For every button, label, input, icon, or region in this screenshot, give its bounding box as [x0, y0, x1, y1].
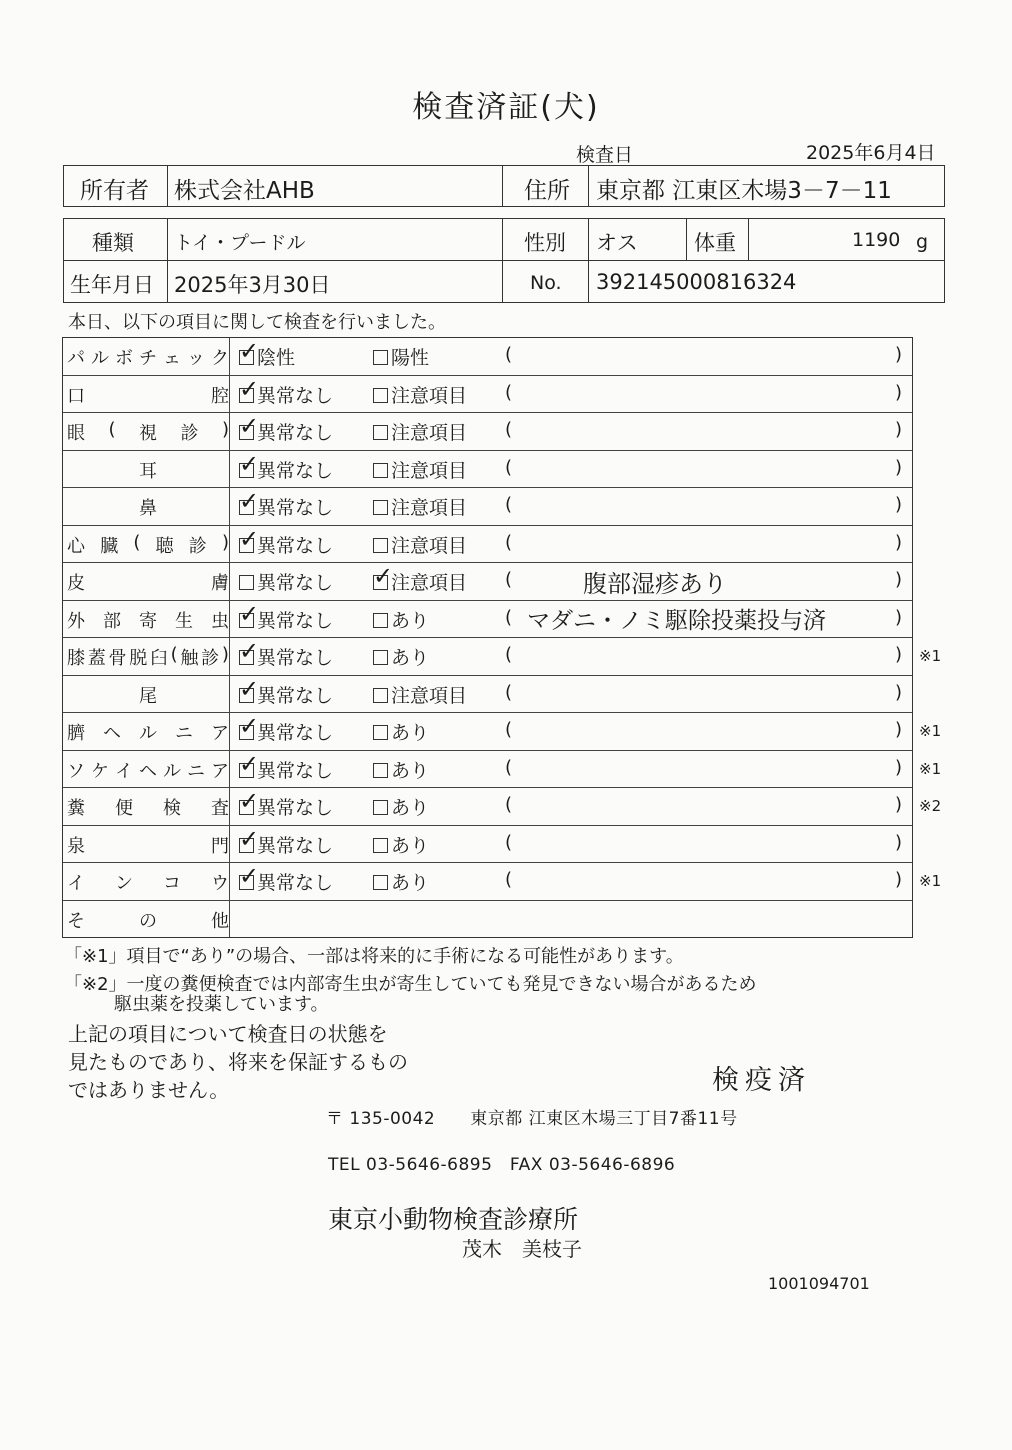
checkbox-option-1[interactable]: [239, 824, 334, 858]
disclaimer: [68, 1020, 408, 1104]
registration-number: 392145000816324: [596, 270, 797, 294]
checkbox-icon[interactable]: [373, 688, 388, 703]
checkbox-option-1[interactable]: [239, 599, 334, 633]
checkbox-option-label: 注意項目: [391, 459, 468, 482]
check-mark-icon: ✓: [239, 749, 260, 778]
checkbox-option-2[interactable]: [373, 418, 467, 445]
check-mark-icon: ✓: [239, 524, 260, 553]
paren-open: (: [505, 756, 513, 778]
checkbox-option-label: 異常なし: [257, 872, 334, 894]
paren-close: ): [895, 644, 903, 665]
checklist-row-label: ソ ケ イ ヘ ル ニ ア: [67, 760, 229, 782]
check-mark-icon: ✓: [239, 637, 260, 665]
paren-open: (: [505, 456, 513, 478]
checklist-row: [63, 601, 912, 639]
owner-label: 所有者: [80, 178, 149, 204]
checkbox-icon[interactable]: [373, 650, 388, 665]
checklist-row: [63, 901, 912, 939]
checkbox-icon[interactable]: [373, 538, 388, 553]
checkbox-option-label: あり: [391, 797, 430, 819]
no-label: No.: [530, 272, 562, 294]
footnote-1: 「※1」項目で“あり”の場合、一部は将来的に手術になる可能性があります。: [64, 946, 684, 967]
check-mark-icon: ✓: [239, 824, 260, 853]
owner-box: [63, 165, 945, 207]
checkbox-option-label: 異常なし: [257, 459, 334, 482]
checkbox-option-2[interactable]: [373, 793, 429, 820]
checklist-row: [63, 676, 912, 714]
check-mark-icon: ✓: [239, 337, 260, 365]
checklist-row: [63, 451, 912, 489]
checkbox-option-label: あり: [391, 647, 430, 669]
checkbox-option-label: 注意項目: [391, 684, 468, 707]
checkbox-icon[interactable]: [373, 613, 388, 628]
footnote-marker: ※1: [919, 759, 942, 778]
checklist-row-label: イ ン コ ウ: [67, 873, 229, 894]
checkbox-option-label: あり: [391, 834, 430, 857]
checklist-row: [63, 749, 942, 789]
address-label: 住所: [524, 178, 570, 204]
checklist-row: [63, 338, 912, 376]
checkbox-icon[interactable]: [373, 725, 388, 740]
weight-unit: g: [916, 231, 929, 253]
checkbox-option-label: 異常なし: [257, 759, 334, 782]
doctor-name: 茂木 美枝子: [462, 1237, 582, 1261]
checkbox-option-label: あり: [391, 722, 430, 744]
paren-close: ): [895, 869, 903, 890]
checkbox-option-label: あり: [391, 759, 430, 782]
checkbox-option-label: 注意項目: [391, 497, 468, 519]
paren-open: (: [505, 344, 513, 365]
checklist-row-label: 耳: [139, 460, 157, 482]
check-mark-icon: ✓: [239, 412, 260, 440]
paren-open: (: [505, 869, 513, 890]
paren-open: (: [505, 606, 513, 628]
checkbox-icon[interactable]: [373, 425, 388, 440]
checkbox-option-1[interactable]: [239, 637, 334, 670]
checklist-row: [63, 787, 942, 826]
checkbox-option-label: 異常なし: [257, 684, 334, 707]
checkbox-option-1[interactable]: [239, 568, 333, 595]
check-mark-icon: ✓: [239, 862, 260, 890]
paren-close: ): [895, 606, 903, 628]
paren-close: ): [895, 531, 903, 553]
checklist-row-label: 臍 ヘ ル ニ ア: [67, 723, 229, 744]
checkbox-option-2[interactable]: [373, 343, 429, 370]
checkbox-option-label: 注意項目: [391, 572, 468, 594]
footnote-marker: ※1: [919, 647, 942, 665]
checkbox-icon[interactable]: [373, 838, 388, 853]
checkbox-option-2[interactable]: [373, 606, 429, 633]
checkbox-option-2[interactable]: [373, 681, 467, 708]
sex: オス: [596, 231, 638, 255]
checkbox-option-1[interactable]: [239, 449, 334, 483]
checkbox-option-label: 異常なし: [257, 834, 334, 857]
paren-close: ): [895, 756, 903, 778]
checkbox-icon[interactable]: [373, 500, 388, 515]
checkbox-option-1[interactable]: [239, 374, 334, 408]
checkbox-option-1[interactable]: [239, 712, 334, 745]
paren-open: (: [505, 794, 513, 815]
checkbox-option-1[interactable]: [239, 862, 334, 895]
disclaimer-line-2: 見たものであり、将来を保証するもの: [68, 1050, 408, 1074]
paren-open: (: [505, 831, 513, 853]
breed: トイ・プードル: [174, 232, 306, 254]
checkbox-option-2[interactable]: [373, 718, 429, 745]
checklist-row: [63, 862, 942, 901]
paren-open: (: [505, 419, 513, 440]
checkbox-icon[interactable]: [373, 350, 388, 365]
intro-text: 本日、以下の項目に関して検査を行いました。: [68, 312, 446, 333]
checkbox-option-1[interactable]: [239, 787, 334, 820]
footnote-marker: ※1: [919, 872, 942, 890]
weight-value: 1190: [852, 229, 901, 251]
paren-close: ): [895, 381, 903, 403]
checkbox-option-1[interactable]: [239, 412, 334, 445]
owner-address: 東京都 江東区木場3－7－11: [596, 178, 892, 204]
checkbox-option-label: 異常なし: [257, 534, 334, 557]
paren-open: (: [505, 381, 513, 403]
checkbox-option-label: 陽性: [391, 347, 430, 369]
disclaimer-line-3: ではありません。: [68, 1078, 230, 1102]
check-mark-icon: ✓: [373, 562, 394, 590]
checkbox-option-label: 異常なし: [257, 422, 334, 444]
checkbox-option-label: 異常なし: [257, 384, 334, 407]
check-mark-icon: ✓: [239, 599, 260, 628]
birth-label: 生年月日: [70, 273, 154, 297]
checklist-row-label: 皮 膚: [67, 573, 229, 594]
checklist-row-label: 眼 ( 視 診 ): [67, 419, 229, 444]
sex-label: 性別: [524, 231, 566, 255]
checkbox-icon[interactable]: [373, 800, 388, 815]
check-mark-icon: ✓: [239, 487, 260, 515]
paren-close: ): [895, 344, 903, 365]
checkbox-option-2[interactable]: [373, 756, 429, 783]
paren-close: ): [895, 831, 903, 853]
breed-label: 種類: [92, 231, 134, 255]
checklist-row-label: パ ル ボ チ ェ ッ ク: [67, 348, 229, 369]
checkbox-option-1[interactable]: [239, 524, 334, 558]
clinic-address: 〒 135-0042 東京都 江東区木場三丁目7番11号: [326, 1109, 738, 1129]
checkbox-option-2[interactable]: [373, 868, 429, 895]
paren-open: (: [505, 681, 513, 703]
check-mark-icon: ✓: [239, 374, 260, 403]
paren-open: (: [505, 719, 513, 740]
document-title: 検査済証(犬): [412, 90, 600, 125]
quarantine-stamp: 検疫済: [712, 1065, 811, 1096]
checklist-row: [63, 526, 912, 564]
clinic-name: 東京小動物検査診療所: [328, 1205, 579, 1234]
checkbox-option-2[interactable]: [373, 831, 429, 858]
checkbox-option-2[interactable]: [373, 643, 429, 670]
checkbox-icon[interactable]: [239, 575, 254, 590]
dog-info-box: [63, 218, 945, 303]
check-mark-icon: ✓: [239, 449, 260, 478]
exam-date-label: 検査日: [576, 144, 634, 166]
checkbox-option-2[interactable]: [373, 493, 467, 520]
checkbox-option-label: 異常なし: [257, 797, 334, 819]
checklist-row-label: 口 腔: [67, 385, 229, 407]
checkbox-option-label: 注意項目: [391, 534, 468, 557]
checkbox-option-1[interactable]: [239, 749, 334, 783]
paren-close: ): [895, 719, 903, 740]
checklist-row: [63, 413, 912, 451]
checkbox-option-2[interactable]: [373, 531, 467, 558]
check-mark-icon: ✓: [239, 712, 260, 740]
checkbox-option-label: 異常なし: [257, 609, 334, 632]
birth-date: 2025年3月30日: [174, 273, 331, 297]
checkbox-option-label: 注意項目: [391, 422, 468, 444]
checkbox-icon[interactable]: [373, 388, 388, 403]
checklist-row-label: 糞 便 検 査: [67, 798, 229, 819]
paren-open: (: [505, 569, 513, 590]
check-mark-icon: ✓: [239, 787, 260, 815]
checklist-row: [63, 637, 942, 676]
checklist-row-label: 尾: [139, 685, 157, 707]
checkbox-option-2[interactable]: [373, 381, 467, 408]
footnote-marker: ※1: [919, 722, 942, 740]
checkbox-option-1[interactable]: [239, 487, 334, 520]
checklist-row-label: 外 部 寄 生 虫: [67, 610, 229, 632]
checkbox-option-label: 異常なし: [257, 722, 334, 744]
paren-close: ): [895, 569, 903, 590]
checklist-row: [63, 488, 912, 526]
checkbox-option-label: あり: [391, 609, 430, 632]
footnote-2: 「※2」一度の糞便検査では内部寄生虫が寄生していても発見できない場合があるため: [64, 974, 757, 995]
checkbox-option-label: 注意項目: [391, 384, 468, 407]
checklist-row-label: そ の 他: [67, 910, 229, 932]
paren-open: (: [505, 644, 513, 665]
checkbox-option-label: 異常なし: [257, 572, 334, 594]
checkbox-icon[interactable]: [373, 463, 388, 478]
document-number: 1001094701: [768, 1274, 870, 1293]
paren-close: ): [895, 681, 903, 703]
weight-label: 体重: [694, 231, 736, 255]
paren-open: (: [505, 494, 513, 515]
checkbox-option-label: 異常なし: [257, 497, 334, 519]
checkbox-option-label: 陰性: [257, 347, 296, 369]
checklist-row: [63, 826, 912, 864]
paren-close: ): [895, 494, 903, 515]
checklist-row-label: 膝 蓋 骨 脱 臼 ( 触 診 ): [67, 644, 229, 669]
checkbox-icon[interactable]: [373, 763, 388, 778]
paren-close: ): [895, 794, 903, 815]
checkbox-icon[interactable]: [373, 875, 388, 890]
checkbox-option-label: あり: [391, 872, 430, 894]
checkbox-option-2[interactable]: [373, 562, 468, 595]
footnote-3: 駆虫薬を投薬しています。: [114, 994, 329, 1015]
paren-close: ): [895, 456, 903, 478]
checklist-row: [63, 376, 912, 414]
checklist-row: [63, 712, 942, 751]
checklist-row-label: 心 臓 ( 聴 診 ): [67, 531, 229, 557]
disclaimer-line-1: 上記の項目について検査日の状態を: [68, 1022, 388, 1046]
owner-name: 株式会社AHB: [174, 178, 315, 204]
checklist-row-label: 鼻: [139, 498, 157, 519]
checkbox-option-1[interactable]: [239, 337, 296, 370]
checkbox-option-2[interactable]: [373, 456, 467, 483]
paren-close: ): [895, 419, 903, 440]
checklist-row-label: 泉 門: [67, 835, 229, 857]
clinic-phone-fax: TEL 03-5646-6895 FAX 03-5646-6896: [328, 1155, 676, 1175]
exam-date: 2025年6月4日: [806, 142, 936, 164]
checklist-row-note: 腹部湿疹あり: [583, 570, 727, 598]
checkbox-option-label: 異常なし: [257, 647, 334, 669]
checklist-row: [63, 563, 912, 601]
checklist-row-note: マダニ・ノミ駆除投薬投与済: [527, 607, 826, 634]
check-mark-icon: ✓: [239, 674, 260, 703]
checklist-table: [62, 337, 942, 938]
checkbox-option-1[interactable]: [239, 674, 334, 708]
footnote-marker: ※2: [919, 797, 942, 815]
paren-open: (: [505, 531, 513, 553]
